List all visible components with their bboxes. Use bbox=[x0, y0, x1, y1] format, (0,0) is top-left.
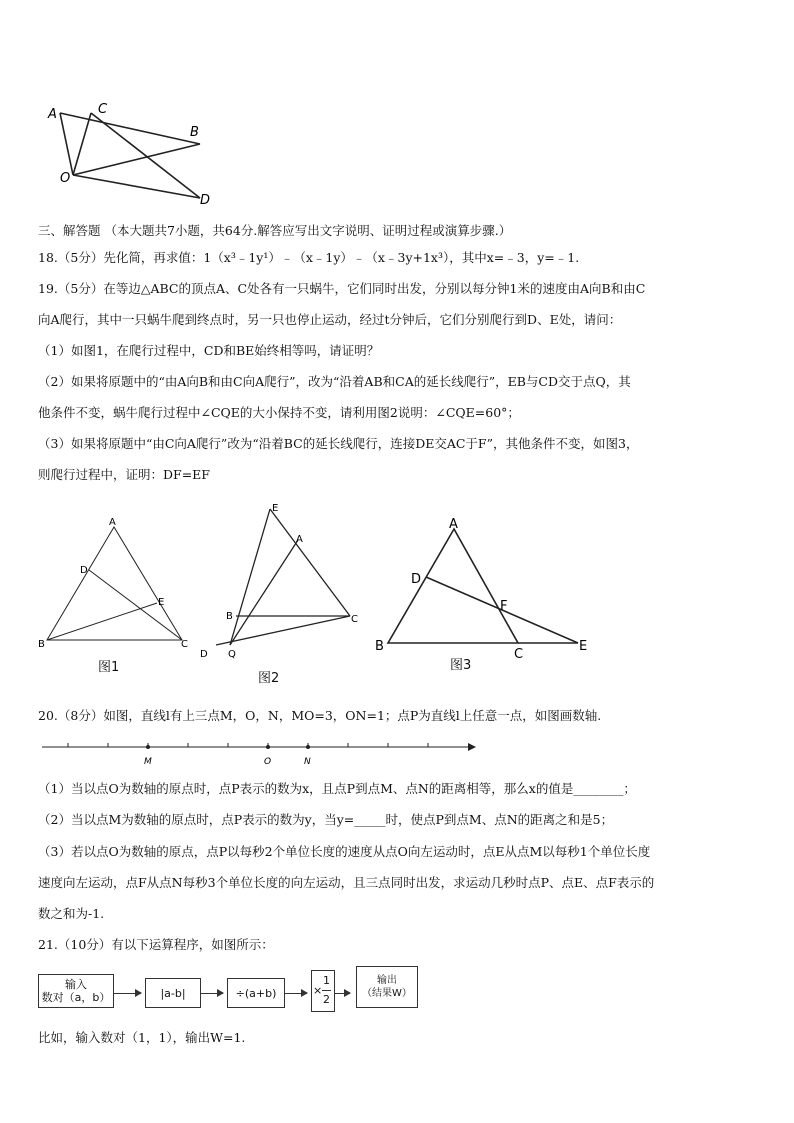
flow-fraction-num: 1 bbox=[323, 974, 330, 987]
figure-3 bbox=[372, 515, 597, 660]
flow-box-abs bbox=[145, 978, 201, 1008]
flow-box-input bbox=[38, 974, 114, 1008]
label-B: B bbox=[190, 125, 199, 140]
flow-box-divide bbox=[227, 978, 285, 1008]
flow-input-line2: 数对（a，b） bbox=[41, 991, 111, 1004]
q19-part2-line2: 他条件不变，蜗牛爬行过程中∠CQE的大小保持不变，请利用图2说明：∠CQE=60°； bbox=[38, 405, 520, 420]
flow-abs-text: |a-b| bbox=[160, 986, 186, 1000]
label-C: C bbox=[98, 102, 108, 117]
fig1-label-D: D bbox=[80, 565, 88, 576]
label-A: A bbox=[48, 107, 57, 122]
q19-part3-line1: （3）如果将原题中“由C向A爬行”改为“沿着BC的延长线爬行，连接DE交AC于F”，其他条件不变，如图3， bbox=[38, 436, 639, 451]
figure-2 bbox=[198, 500, 368, 665]
flow-fraction-den: 2 bbox=[323, 993, 330, 1006]
flow-input-line1: 输入 bbox=[65, 978, 87, 991]
fig2-label-B: B bbox=[226, 611, 233, 622]
number-line bbox=[40, 738, 480, 768]
fig2-caption: 图2 bbox=[258, 671, 280, 686]
section3-heading: 三、解答题 （本大题共7小题，共64分.解答应写出文字说明、证明过程或演算步骤.） bbox=[38, 223, 512, 238]
fig1-label-C: C bbox=[181, 639, 188, 650]
fig2-label-C: C bbox=[351, 614, 358, 625]
q20-part3-line1: （3）若以点O为数轴的原点，点P以每秒2个单位长度的速度从点O向左运动时，点E从点M以每秒1个单位长度 bbox=[38, 844, 651, 859]
question-20-stem: 20.（8分）如图，直线l有上三点M，O，N，MO=3，ON=1；点P为直线l上任意一点，如图画数轴. bbox=[38, 708, 602, 723]
flow-box-output bbox=[356, 966, 418, 1008]
fig1-caption: 图1 bbox=[98, 660, 120, 675]
fig3-label-B: B bbox=[375, 639, 384, 654]
flow-output-line1: 输出 bbox=[377, 975, 397, 986]
axis-label-N: N bbox=[304, 757, 311, 767]
axis-label-M: M bbox=[144, 757, 152, 767]
fig3-label-A: A bbox=[449, 517, 458, 532]
flow-fraction-bar bbox=[322, 990, 331, 991]
label-O: O bbox=[60, 171, 71, 186]
flow-output-line2: （结果W） bbox=[362, 988, 412, 999]
q19-stem-line1: 19.（5分）在等边△ABC的顶点A、C处各有一只蜗牛，它们同时出发，分别以每分钟1米的速度由A向B和由C bbox=[38, 281, 646, 296]
fig2-label-D: D bbox=[200, 649, 208, 660]
top-triangle-figure bbox=[40, 98, 220, 213]
fig3-label-E: E bbox=[579, 639, 588, 654]
fig2-label-E: E bbox=[272, 503, 279, 514]
q19-part1: （1）如图1，在爬行过程中，CD和BE始终相等吗，请证明？ bbox=[38, 343, 380, 358]
flow-arrow-3 bbox=[284, 993, 307, 994]
q19-part3-line2: 则爬行过程中，证明：DF=EF bbox=[38, 467, 210, 482]
flow-arrow-2 bbox=[200, 993, 223, 994]
fig1-label-E: E bbox=[158, 597, 165, 608]
q19-stem-line2: 向A爬行，其中一只蜗牛爬到终点时，另一只也停止运动，经过t分钟后，它们分别爬行到D、E处，请问： bbox=[38, 312, 622, 327]
fig3-label-F: F bbox=[500, 599, 508, 614]
q20-part3-line3: 数之和为-1. bbox=[38, 906, 105, 921]
fig2-label-A: A bbox=[296, 534, 303, 545]
flow-arrow-1 bbox=[113, 993, 141, 994]
q20-part2: （2）当以点M为数轴的原点时，点P表示的数为y，当y=_____时，使点P到点M、点N的距离之和是5； bbox=[38, 812, 614, 827]
flow-box-multiply bbox=[311, 970, 335, 1012]
fig1-label-A: A bbox=[109, 517, 116, 528]
fig2-label-Q: Q bbox=[228, 649, 236, 660]
axis-label-O: O bbox=[264, 757, 272, 767]
fig3-label-D: D bbox=[411, 572, 422, 587]
flow-arrow-4 bbox=[334, 993, 350, 994]
fig1-label-B: B bbox=[38, 639, 45, 650]
figure-1 bbox=[34, 515, 194, 655]
question-18: 18.（5分）先化简，再求值：1（x³﹣1y¹）﹣（x﹣1y）﹣（x﹣3y+1x³），其中x=﹣3，y=﹣1. bbox=[38, 250, 580, 265]
q20-part3-line2: 速度向左运动，点F从点N每秒3个单位长度的向左运动，且三点同时出发，求运动几秒时点P、点E、点F表示的 bbox=[38, 875, 655, 890]
q21-example: 比如，输入数对（1，1），输出W=1. bbox=[38, 1030, 246, 1045]
q20-part1: （1）当以点O为数轴的原点时，点P表示的数为x，且点P到点M、点N的距离相等，那么x的值是________； bbox=[38, 781, 636, 796]
label-D: D bbox=[200, 193, 211, 208]
question-21-stem: 21.（10分）有以下运算程序，如图所示： bbox=[38, 937, 274, 952]
q19-part2-line1: （2）如果将原题中的“由A向B和由C向A爬行”，改为“沿着AB和CA的延长线爬行”，EB与CD交于点Q，其 bbox=[38, 374, 631, 389]
flow-times-sign: × bbox=[313, 984, 323, 997]
flow-divide-text: ÷(a+b) bbox=[235, 986, 277, 1000]
fig3-caption: 图3 bbox=[450, 658, 472, 673]
fig3-label-C: C bbox=[514, 647, 524, 660]
